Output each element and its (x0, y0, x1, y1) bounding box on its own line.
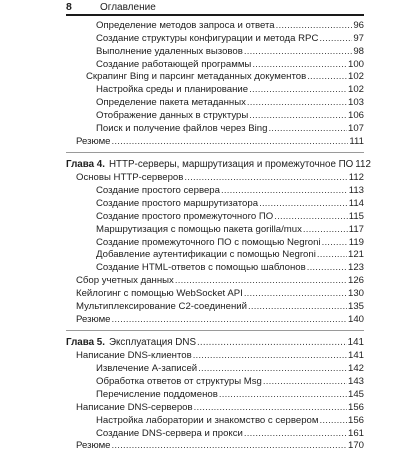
toc-page-number: 97 (353, 32, 364, 44)
toc-page-number: 96 (353, 20, 364, 31)
chapter-label: Глава 4. (66, 158, 105, 170)
toc-entry-title: Определение пакета метаданных (96, 97, 246, 109)
toc-page-number: 112 (348, 172, 364, 184)
toc-entry-title: Сбор учетных данных (76, 275, 174, 287)
toc-entry-title: Кейлогинг с помощью WebSocket API (76, 288, 243, 299)
page-number: 8 (66, 1, 72, 13)
toc-entry-title: Написание DNS-клиентов (76, 350, 192, 362)
dot-leader (197, 337, 347, 349)
toc-page-number: 103 (347, 97, 364, 109)
dot-leader (112, 136, 349, 148)
toc-entry-title: Создание простого сервера (96, 185, 220, 197)
toc-entry-title: Создание простого маршрутизатора (96, 198, 259, 210)
toc-page-number: 141 (347, 350, 364, 362)
toc-page-number: 161 (347, 427, 364, 439)
chapter-title: HTTP-серверы, маршрутизация и промежуточное ПО (108, 158, 354, 170)
toc-chapter-entry (66, 335, 364, 349)
toc-entry-title (66, 337, 196, 349)
toc-entry-title: Резюме (76, 440, 111, 452)
toc-page-number: 141 (347, 336, 364, 348)
toc-entry-title: Скрапинг Bing и парсинг метаданных документов (86, 71, 307, 83)
toc-page-number: 119 (348, 236, 364, 248)
toc-entry-title: Создание HTML-ответов с помощью шаблонов (96, 262, 306, 274)
toc-entry-title: Резюме (76, 135, 111, 147)
toc-page-number: 130 (347, 288, 364, 299)
toc-entry-title: Настройка лаборатории и знакомство с сервером (96, 414, 319, 426)
toc-page-number: 156 (347, 414, 364, 426)
toc-entry-title: Создание структуры конфигурации и метода RPC (96, 32, 319, 44)
toc-entry-title: Поиск и получение файлов через Bing (96, 122, 268, 134)
toc-page-number: 170 (347, 440, 364, 452)
toc-entry-title: Мультиплексирование C2-соединений (76, 300, 247, 312)
toc-page-number: 145 (347, 388, 364, 400)
toc-page-number: 102 (347, 71, 364, 83)
dot-leader (112, 440, 347, 452)
toc-page-number: 156 (347, 401, 364, 413)
toc-entry-title: Перечисление поддоменов (96, 388, 218, 400)
toc-page-number: 102 (347, 84, 364, 96)
toc-page-number: 117 (348, 223, 364, 235)
toc-page-number: 126 (347, 275, 364, 287)
toc-entry-title: Извлечение A-записей (96, 363, 198, 375)
toc-entry-title: Добавление аутентификации с помощью Negroni (96, 249, 316, 261)
toc-page-number: 113 (348, 185, 364, 197)
toc-entry-title: Определение методов запроса и ответа (96, 20, 275, 31)
toc-entry (76, 438, 364, 452)
toc-page-number: 100 (347, 58, 364, 70)
toc-entry-title (66, 159, 353, 171)
toc-page-number: 111 (349, 135, 364, 147)
toc-page-number: 98 (353, 45, 364, 57)
toc-entry-title: Настройка среды и планирование (96, 84, 249, 96)
toc-entry-title: Создание промежуточного ПО с помощью Negroni (96, 236, 321, 248)
toc-page-number: 135 (347, 300, 364, 312)
toc-entry-title: Отображение данных в структуры (96, 109, 249, 121)
toc-page-number: 121 (347, 249, 364, 261)
chapter-separator (66, 330, 364, 331)
dot-leader (112, 314, 347, 326)
toc-entry-title: Создание DNS-сервера и прокси (96, 427, 243, 439)
toc-page-number: 107 (347, 122, 364, 134)
toc-page-number: 106 (347, 109, 364, 121)
chapter-separator (66, 152, 364, 153)
toc-entry (76, 312, 364, 326)
toc-entry-title: Маршрутизация с помощью пакета gorilla/mux (96, 223, 302, 235)
chapter-title: Эксплуатация DNS (108, 336, 196, 348)
toc-page-number: 115 (348, 210, 364, 222)
toc-chapter-entry (66, 157, 371, 171)
running-header (66, 1, 156, 13)
toc-page-number: 142 (347, 363, 364, 375)
toc-entry-title: Создание простого промежуточного ПО (96, 210, 274, 222)
toc-page-number: 112 (355, 158, 371, 170)
header-rule (66, 14, 364, 16)
toc-page-number: 123 (347, 262, 364, 274)
chapter-label: Глава 5. (66, 336, 105, 348)
toc-entry-title: Резюме (76, 313, 111, 325)
toc-entry-title: Написание DNS-серверов (76, 401, 193, 413)
toc-entry-title: Создание работающей программы (96, 58, 252, 70)
toc-entry (76, 134, 364, 148)
toc-page-number: 140 (347, 313, 364, 325)
toc-entry-title: Выполнение удаленных вызовов (96, 45, 243, 57)
toc-entry-title: Основы HTTP-серверов (76, 172, 184, 184)
toc-page-number: 143 (347, 376, 364, 388)
running-header-title: Оглавление (100, 1, 156, 13)
toc-page-number: 114 (348, 198, 364, 210)
toc-entry-title: Обработка ответов от структуры Msg (96, 376, 262, 388)
